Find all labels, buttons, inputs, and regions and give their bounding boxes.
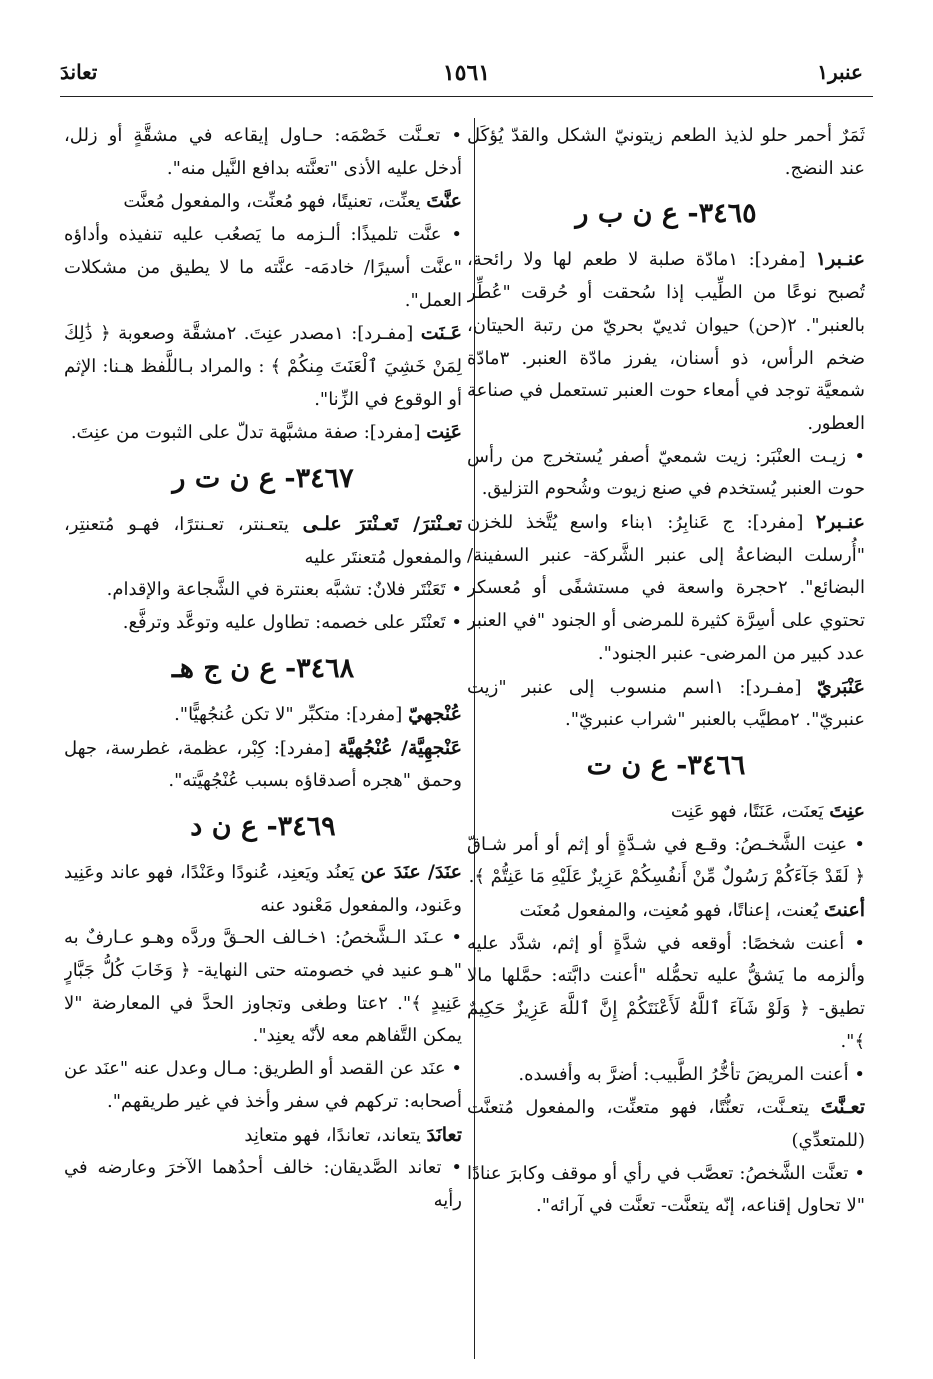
root-heading: ٣٤٦٥- ع ن ب ر (575, 198, 757, 230)
dictionary-entry (64, 120, 462, 185)
entry-text: • زيـت العنْبَر: زيت شمعيّ أصفر يُستخرج من رأس حوت العنبر يُستخدم في صنع زيوت وشُحوم التزليق. (467, 445, 865, 500)
dictionary-entry (467, 441, 865, 506)
entry-text: [مفرد]: كِبْر، عظمة، غطرسة، جهل وحمق "هجره أصدقاؤه بسبب عُنْجُهيَّته". (64, 737, 462, 792)
dictionary-entry (467, 928, 865, 1059)
headword: عَنْجهِيَّة/ عُنْجُهيَّة (338, 736, 462, 759)
dictionary-entry (467, 829, 865, 894)
entry-text: يعنِّت، تعنيتًا، فهو مُعنِّت، والمفعول مُعنَّت (123, 191, 427, 213)
page-header (60, 60, 873, 92)
dictionary-entry (467, 795, 865, 829)
dictionary-entry (467, 243, 865, 440)
dictionary-entry (64, 1053, 462, 1118)
page-number: ١٥٦١ (442, 60, 491, 86)
entry-text: يُعنت، إعناتًا، فهو مُعنِت، والمفعول مُعنَت (519, 900, 824, 922)
entry-text: • عنَّت تلميذًا: ألـزمه ما يَصعُب عليه تنفيذه وأداؤه "عنَّت أسيرًا/ خادمَه- عنَّته ما لا يطيق من مشكلات العمل". (64, 224, 462, 311)
headword: عُنْجهيّ (408, 702, 462, 725)
dictionary-entry (64, 185, 462, 219)
root-heading: ٣٤٦٩- ع ن د (190, 810, 336, 842)
dictionary-entry (467, 1158, 865, 1223)
dictionary-entry (64, 922, 462, 1053)
dictionary-entry (467, 671, 865, 737)
headword: عَنِت (426, 421, 462, 444)
entry-text: • أعنت المريضَ تأخُّرُ الطَّبيب: أضرَّ به وأفسده. (518, 1063, 865, 1085)
entry-text: • تعـنَّت خَصْمَه: حـاول إيقاعه في مشقَّةٍ أو زلل، أدخل عليه الأذى "تعنَّته بدافع النَّيل منه". (64, 125, 462, 179)
headword: عَـنَت (420, 322, 462, 345)
headword: عنِتَ (829, 799, 865, 822)
headword: عنـبر١ (815, 248, 865, 271)
dictionary-entry (64, 1152, 462, 1217)
entry-text: [مفرد]: صفة مشبَّهة تدلّ على الثبوت من عنِتَ. (70, 422, 427, 444)
entry-text: • تَعنْتَر على خصمه: تطاول عليه وتوعَّد وترفَّع. (122, 612, 462, 634)
dictionary-entry (64, 1119, 462, 1153)
root-heading: ٣٤٦٦- ع ن ت (586, 749, 746, 781)
root-heading: ٣٤٦٧- ع ن ت ر (172, 463, 354, 495)
headword: عنـبر٢ (815, 511, 865, 534)
entry-text: • عنَد عن القصد أو الطريق: مـال وعدل عنه "عنَد عن أصحابه: تركهم في سفر وأخذ في غير طريقهم". (64, 1058, 462, 1112)
dictionary-entry (64, 732, 462, 798)
dictionary-entry (467, 120, 865, 185)
entry-text: يَعنَت، عَنَتًا، فهو عَنِت (670, 800, 830, 822)
dictionary-entry (467, 1091, 865, 1157)
headword: عَنْبَريّ (816, 675, 865, 698)
left-column (64, 120, 462, 1359)
dictionary-entry (64, 698, 462, 732)
entry-text: • عنِت الشَّخـصُ: وقـع في شـدَّةٍ أو إثم أو أمر شـاقّ ﴿ لَقَدْ جَآءَكُمْ رَسُولٌ مِّنْ أَنفُسِكُمْ عَزِيزٌ عَلَيْهِ مَا عَنِتُّمْ ﴾. (467, 833, 865, 888)
dictionary-entry (64, 317, 462, 416)
right-column (467, 120, 865, 1359)
entry-text: يتعاند، تعاندًا، فهو متعانِد (244, 1124, 427, 1146)
entry-text: يَعنُد ويَعنِد، عُنودًا وعَنْدًا، فهو عاند وعَنِيد وعَنود، والمفعول مَعْنود عنه (64, 861, 462, 916)
entry-text: يتعـنتر، تعـنترًا، فهـو مُتعنتِر، والمفعول مُتعنتَر عليه (64, 514, 462, 568)
dictionary-entry (467, 894, 865, 928)
header-rule (60, 96, 873, 97)
entry-text: يتعـنَّت، تعنُّتًا، فهو متعنِّت، والمفعول مُتعنَّت (للمتعدِّي) (467, 1097, 865, 1151)
dictionary-entry (467, 1059, 865, 1092)
headword: تعانَدَ (426, 1123, 462, 1146)
entry-text: • أعنت شخصًا: أوقعه في شدَّةٍ أو إثم، شدَّد عليه وألزمه ما يَشقُّ عليه تحمُّله "أعنت دابَّته: حمَّلها مالا تطيق- ﴿ وَلَوْ شَآءَ ٱللَّهُ لَأَعْنَتَكُمْ إِنَّ ٱللَّهَ عَزِيزٌ حَكِيمٌ ﴾". (467, 932, 865, 1052)
headword: تعـنْترَ/ تَعـنْترَ علـى (302, 513, 462, 536)
entry-text: • تَعَنْتَر فلانٌ: تشبَّه بعنترة في الشَّجاعة والإقدام. (106, 579, 462, 601)
headword: عنَّتَ (426, 190, 462, 213)
dictionary-entry (64, 856, 462, 922)
entry-text: [مفرد]: متكبِّر "لا تكن عُنجُهيًّا". (174, 703, 409, 725)
dictionary-entry (64, 508, 462, 574)
headword: أعنتَ (823, 899, 865, 922)
entry-text: • عـنَد الـشَّخصُ: ١خـالف الحـقَّ وردَّه وهـو عـارفٌ به "هـو عنيد في خصومته حتى النهاية- ﴿ وَخَابَ كُلُّ جَبَّارٍ عَنِيدٍ ﴾". ٢عتا وطغى وتجاوز الحدَّ في المعارضة "لا يمكن التَّفاهم معه لأنّه يعنِد". (64, 927, 462, 1047)
root-heading: ٣٤٦٨- ع ن ج هـ (171, 652, 355, 684)
entry-text: ثَمَرٌ أحمر حلو لذيذ الطعم زيتونيّ الشكل والقدّ يُؤكَل عند النضج. (467, 125, 865, 179)
entry-text: [مفـرد]: ١اسم منسوب إلى عنبر "زيت عنبريّ". ٢مطيَّب بالعنبر "شراب عنبريّ". (467, 676, 865, 731)
dictionary-entry (64, 416, 462, 450)
entry-text: [مفـرد]: ١مصدر عنِتَ. ٢مشقَّة وصعوبة ﴿ ذَٰلِكَ لِمَنْ خَشِيَ ٱلْعَنَتَ مِنكُمْ ﴾ : والمراد بـاللَّفظ هـنا: الإثم أو الوقوع في الزِّنا". (64, 323, 462, 410)
dictionary-entry (64, 574, 462, 607)
dictionary-entry (64, 607, 462, 640)
entry-text: [مفرد]: ج عَنابِرُ: ١بناء واسع يُتَّخذ للخزن "أُرسلت البضاعةُ إلى عنبر الشَّركة- عنبر السفينة/ البضائع". ٢حجرة واسعة في مستشفًى أو مُعسكر تحتوي على أسِرَّة كثيرة للمرضى أو الجنود "في العنبر عدد كبير من المرضى- عنبر الجنود". (467, 512, 865, 664)
headword: تعـنَّتَ (820, 1096, 865, 1119)
entry-text: • تعنَّت الشَّخصُ: تعصَّب في رأي أو موقف وكابرَ عنادًا "لا تحاول إقناعه، إنّه يتعنَّت- تعنَّت في آرائه". (467, 1162, 865, 1217)
header-first-entry: عنبر١ (817, 60, 863, 84)
entry-text: • تعاند الصَّديقان: خالف أحدُهما الآخرَ وعارضه في رأيه (64, 1157, 462, 1211)
headword: عنَدَ/ عنَدَ عن (360, 860, 462, 883)
dictionary-entry (64, 219, 462, 317)
dictionary-entry (467, 506, 865, 671)
header-last-entry: تعاندَ (60, 60, 98, 84)
entry-text: [مفرد]: ١مادّة صلبة لا طعم لها ولا رائحة، تُصبح نوعًا من الطِّيب إذا سُحقت أو حُرقت "عُطِّر بالعنبر". ٢(حن) حيوان ثدييّ بحريّ من رتبة الحيتان، ضخم الرأس، ذو أسنان، يفرز مادّة العنبر. ٣مادّة شمعيَّة توجد في أمعاء حوت العنبر تستعمل في صناعة العطور. (467, 249, 865, 434)
